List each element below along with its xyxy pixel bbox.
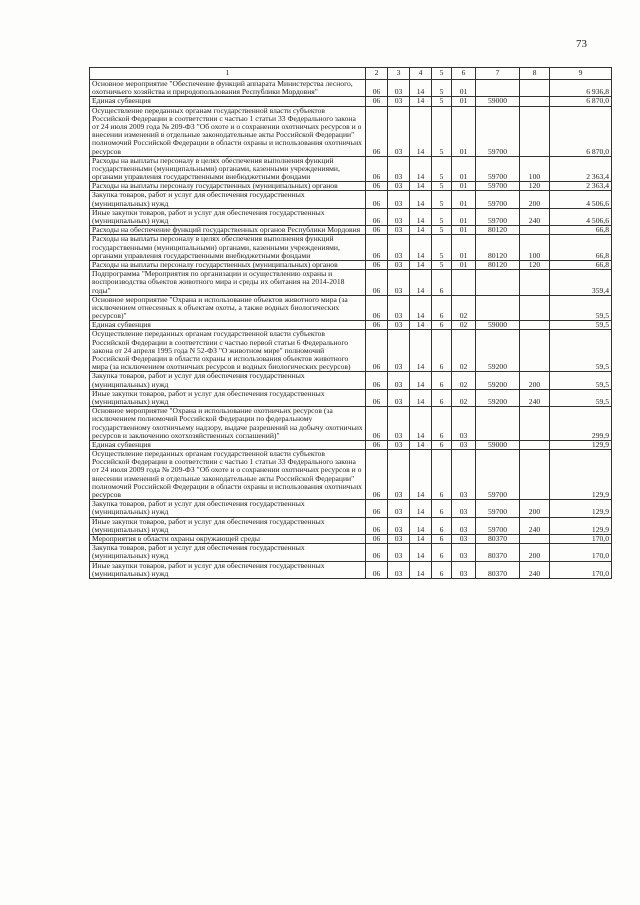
item-name-cell: Расходы на выплаты персоналу государственных (муниципальных) органов [90,182,366,191]
activity-code-cell: 02 [452,372,476,389]
item-name-cell: Осуществление переданных органам государственной власти субъектов Российской Федерации в соответствии с частью 1 статьи 33 Федерального закона от 24 июля 2009 года № 209-ФЗ "Об охоте и о сохранении охотничьих ресурсов и о внесении изменений в отдельные законодательные акты Российской Федерации" полномочий Российской Федерации в области охраны и использования охотничьих ресурсов [90,450,366,500]
table-row [90,372,612,389]
section-code-cell: 06 [366,407,388,441]
table-row [90,260,612,269]
section-code-cell: 06 [366,389,388,406]
program-code-cell: 14 [410,97,432,106]
direction-code-cell [476,407,520,441]
subsection-code-cell: 03 [388,191,410,208]
subprogram-code-cell: 6 [432,500,452,517]
activity-code-cell: 01 [452,97,476,106]
item-name-cell: Осуществление переданных органам государственной власти субъектов Российской Федерации в соответствии с частью первой статьи 6 Федерального закона от 24 апреля 1995 года N 52-ФЗ "О животном мире" полномочий Российской Федерации в области охраны и использования объектов животного мира (за исключением охотничьих ресурсов и водных биологических ресурсов) [90,330,366,372]
subprogram-code-cell: 6 [432,389,452,406]
amount-cell: 59,5 [550,295,612,321]
activity-code-cell: 03 [452,440,476,449]
column-header-1: 1 [90,68,366,80]
direction-code-cell: 59700 [476,191,520,208]
page-number: 73 [576,38,587,50]
amount-cell: 170,0 [550,561,612,578]
direction-code-cell: 80120 [476,226,520,235]
subsection-code-cell: 03 [388,450,410,500]
item-name-cell: Закупка товаров, работ и услуг для обеспечения государственных (муниципальных) нужд [90,191,366,208]
section-code-cell: 06 [366,106,388,156]
subsection-code-cell: 03 [388,389,410,406]
table-row [90,270,612,296]
item-name-cell: Единая субвенция [90,321,366,330]
subsection-code-cell: 03 [388,372,410,389]
activity-code-cell: 01 [452,235,476,261]
expense-type-code-cell: 240 [520,208,550,225]
subsection-code-cell: 03 [388,295,410,321]
subprogram-code-cell: 6 [432,544,452,561]
amount-cell: 59,5 [550,321,612,330]
table-row [90,517,612,534]
subprogram-code-cell: 5 [432,235,452,261]
table-row [90,389,612,406]
amount-cell: 66,8 [550,226,612,235]
program-code-cell: 14 [410,534,432,543]
amount-cell: 6 870,0 [550,97,612,106]
table-row [90,106,612,156]
amount-cell: 59,5 [550,330,612,372]
program-code-cell: 14 [410,372,432,389]
subprogram-code-cell: 6 [432,407,452,441]
item-name-cell: Основное мероприятие "Обеспечение функций аппарата Министерства лесного, охотничьего хозяйства и природопользования Республики Мордовия" [90,80,366,97]
subsection-code-cell: 03 [388,208,410,225]
activity-code-cell: 01 [452,80,476,97]
activity-code-cell: 01 [452,208,476,225]
item-name-cell: Иные закупки товаров, работ и услуг для обеспечения государственных (муниципальных) нужд [90,208,366,225]
direction-code-cell: 80370 [476,561,520,578]
item-name-cell: Расходы на выплаты персоналу государственных (муниципальных) органов [90,260,366,269]
table-row [90,226,612,235]
table-row [90,534,612,543]
table-row [90,321,612,330]
direction-code-cell: 59700 [476,450,520,500]
subsection-code-cell: 03 [388,321,410,330]
program-code-cell: 14 [410,500,432,517]
amount-cell: 59,5 [550,372,612,389]
expense-type-code-cell: 240 [520,517,550,534]
direction-code-cell: 59700 [476,517,520,534]
subprogram-code-cell: 5 [432,106,452,156]
section-code-cell: 06 [366,80,388,97]
expense-type-code-cell [520,97,550,106]
section-code-cell: 06 [366,208,388,225]
expense-type-code-cell [520,226,550,235]
item-name-cell: Основное мероприятие "Охрана и использование охотничьих ресурсов (за исключением полномочий Российской Федерации по федеральному государственному охотничьему надзору, выдаче разрешений на добычу охотничьих ресурсов и заключению охотхозяйственных соглашений)" [90,407,366,441]
section-code-cell: 06 [366,182,388,191]
direction-code-cell: 80120 [476,235,520,261]
table-row [90,97,612,106]
item-name-cell: Мероприятия в области охраны окружающей среды [90,534,366,543]
direction-code-cell [476,295,520,321]
subprogram-code-cell: 6 [432,295,452,321]
subsection-code-cell: 03 [388,80,410,97]
section-code-cell: 06 [366,517,388,534]
direction-code-cell [476,270,520,296]
direction-code-cell: 59000 [476,440,520,449]
table-row [90,440,612,449]
subprogram-code-cell: 6 [432,372,452,389]
item-name-cell: Закупка товаров, работ и услуг для обеспечения государственных (муниципальных) нужд [90,500,366,517]
amount-cell: 129,9 [550,517,612,534]
direction-code-cell: 59000 [476,97,520,106]
direction-code-cell: 59700 [476,208,520,225]
subprogram-code-cell: 5 [432,182,452,191]
activity-code-cell: 03 [452,450,476,500]
subprogram-code-cell: 5 [432,208,452,225]
expense-type-code-cell [520,534,550,543]
program-code-cell: 14 [410,295,432,321]
activity-code-cell: 02 [452,321,476,330]
activity-code-cell: 01 [452,226,476,235]
expense-type-code-cell: 120 [520,260,550,269]
subsection-code-cell: 03 [388,156,410,182]
section-code-cell: 06 [366,260,388,269]
direction-code-cell [476,80,520,97]
subsection-code-cell: 03 [388,97,410,106]
direction-code-cell: 80370 [476,544,520,561]
column-header-2: 2 [366,68,388,80]
program-code-cell: 14 [410,80,432,97]
amount-cell: 359,4 [550,270,612,296]
expense-type-code-cell [520,440,550,449]
expense-type-code-cell: 100 [520,235,550,261]
column-header-7: 7 [476,68,520,80]
direction-code-cell: 59700 [476,500,520,517]
subsection-code-cell: 03 [388,235,410,261]
section-code-cell: 06 [366,500,388,517]
activity-code-cell: 03 [452,407,476,441]
program-code-cell: 14 [410,191,432,208]
item-name-cell: Иные закупки товаров, работ и услуг для обеспечения государственных (муниципальных) нужд [90,561,366,578]
amount-cell: 129,9 [550,500,612,517]
direction-code-cell: 59200 [476,330,520,372]
subsection-code-cell: 03 [388,407,410,441]
item-name-cell: Единая субвенция [90,97,366,106]
subsection-code-cell: 03 [388,440,410,449]
subsection-code-cell: 03 [388,330,410,372]
table-body [90,80,612,579]
program-code-cell: 14 [410,450,432,500]
subprogram-code-cell: 5 [432,97,452,106]
direction-code-cell: 59700 [476,156,520,182]
program-code-cell: 14 [410,260,432,269]
program-code-cell: 14 [410,544,432,561]
program-code-cell: 14 [410,440,432,449]
activity-code-cell: 01 [452,156,476,182]
column-header-9: 9 [550,68,612,80]
expense-type-code-cell: 240 [520,561,550,578]
table-row [90,330,612,372]
subsection-code-cell: 03 [388,544,410,561]
program-code-cell: 14 [410,517,432,534]
section-code-cell: 06 [366,561,388,578]
item-name-cell: Закупка товаров, работ и услуг для обеспечения государственных (муниципальных) нужд [90,544,366,561]
direction-code-cell: 59700 [476,106,520,156]
expense-type-code-cell: 120 [520,182,550,191]
subsection-code-cell: 03 [388,226,410,235]
section-code-cell: 06 [366,97,388,106]
expense-type-code-cell [520,450,550,500]
column-header-6: 6 [452,68,476,80]
section-code-cell: 06 [366,295,388,321]
section-code-cell: 06 [366,372,388,389]
expense-type-code-cell [520,321,550,330]
amount-cell: 299,9 [550,407,612,441]
program-code-cell: 14 [410,389,432,406]
section-code-cell: 06 [366,321,388,330]
direction-code-cell: 59000 [476,321,520,330]
subprogram-code-cell: 5 [432,260,452,269]
section-code-cell: 06 [366,191,388,208]
section-code-cell: 06 [366,156,388,182]
table-row [90,235,612,261]
program-code-cell: 14 [410,106,432,156]
amount-cell: 59,5 [550,389,612,406]
program-code-cell: 14 [410,330,432,372]
subprogram-code-cell: 6 [432,440,452,449]
direction-code-cell: 59700 [476,182,520,191]
column-header-8: 8 [520,68,550,80]
section-code-cell: 06 [366,544,388,561]
activity-code-cell: 01 [452,191,476,208]
subsection-code-cell: 03 [388,106,410,156]
table-row [90,295,612,321]
amount-cell: 4 506,6 [550,191,612,208]
table-row [90,182,612,191]
table-row [90,156,612,182]
amount-cell: 66,8 [550,260,612,269]
activity-code-cell: 02 [452,295,476,321]
item-name-cell: Расходы на выплаты персоналу в целях обеспечения выполнения функций государственными (муниципальными) органами, казенными учреждениями, органами управления государственными внебюджетными фондами [90,235,366,261]
expense-type-code-cell [520,80,550,97]
subsection-code-cell: 03 [388,500,410,517]
subprogram-code-cell: 6 [432,321,452,330]
activity-code-cell: 02 [452,389,476,406]
item-name-cell: Единая субвенция [90,440,366,449]
amount-cell: 129,9 [550,440,612,449]
column-header-4: 4 [410,68,432,80]
expense-type-code-cell: 240 [520,389,550,406]
expense-type-code-cell [520,407,550,441]
program-code-cell: 14 [410,270,432,296]
expense-type-code-cell [520,330,550,372]
table-row [90,407,612,441]
activity-code-cell: 01 [452,260,476,269]
subprogram-code-cell: 5 [432,191,452,208]
amount-cell: 4 506,6 [550,208,612,225]
amount-cell: 170,0 [550,544,612,561]
table-row [90,500,612,517]
program-code-cell: 14 [410,407,432,441]
section-code-cell: 06 [366,226,388,235]
subprogram-code-cell: 6 [432,517,452,534]
program-code-cell: 14 [410,321,432,330]
direction-code-cell: 59200 [476,389,520,406]
subprogram-code-cell: 5 [432,156,452,182]
column-header-5: 5 [432,68,452,80]
subsection-code-cell: 03 [388,517,410,534]
item-name-cell: Подпрограмма "Мероприятия по организации и осуществлению охраны и воспроизводства объектов животного мира и среды их обитания на 2014-2018 годы" [90,270,366,296]
activity-code-cell [452,270,476,296]
section-code-cell: 06 [366,235,388,261]
program-code-cell: 14 [410,561,432,578]
direction-code-cell: 59200 [476,372,520,389]
item-name-cell: Расходы на выплаты персоналу в целях обеспечения выполнения функций государственными (муниципальными) органами, казенными учреждениями, органами управления государственными внебюджетными фондами [90,156,366,182]
expense-type-code-cell: 200 [520,500,550,517]
program-code-cell: 14 [410,208,432,225]
section-code-cell: 06 [366,270,388,296]
expense-type-code-cell [520,106,550,156]
subprogram-code-cell: 5 [432,226,452,235]
program-code-cell: 14 [410,182,432,191]
activity-code-cell: 03 [452,500,476,517]
subsection-code-cell: 03 [388,534,410,543]
program-code-cell: 14 [410,156,432,182]
amount-cell: 6 870,0 [550,106,612,156]
table-row [90,191,612,208]
item-name-cell: Иные закупки товаров, работ и услуг для обеспечения государственных (муниципальных) нужд [90,517,366,534]
direction-code-cell: 80120 [476,260,520,269]
budget-table [89,67,612,579]
activity-code-cell: 02 [452,330,476,372]
program-code-cell: 14 [410,226,432,235]
subprogram-code-cell: 5 [432,80,452,97]
table-row [90,561,612,578]
subprogram-code-cell: 6 [432,270,452,296]
activity-code-cell: 03 [452,517,476,534]
subsection-code-cell: 03 [388,260,410,269]
activity-code-cell: 03 [452,561,476,578]
amount-cell: 2 363,4 [550,182,612,191]
program-code-cell: 14 [410,235,432,261]
activity-code-cell: 01 [452,182,476,191]
item-name-cell: Основное мероприятие "Охрана и использование объектов животного мира (за исключением отнесенных к объектам охоты, а также водных биологических ресурсов)" [90,295,366,321]
item-name-cell: Иные закупки товаров, работ и услуг для обеспечения государственных (муниципальных) нужд [90,389,366,406]
amount-cell: 6 936,8 [550,80,612,97]
expense-type-code-cell [520,270,550,296]
direction-code-cell: 80370 [476,534,520,543]
subsection-code-cell: 03 [388,182,410,191]
subprogram-code-cell: 6 [432,534,452,543]
activity-code-cell: 01 [452,106,476,156]
section-code-cell: 06 [366,450,388,500]
item-name-cell: Закупка товаров, работ и услуг для обеспечения государственных (муниципальных) нужд [90,372,366,389]
subprogram-code-cell: 6 [432,330,452,372]
table-row [90,450,612,500]
subsection-code-cell: 03 [388,270,410,296]
section-code-cell: 06 [366,534,388,543]
item-name-cell: Расходы на обеспечение функций государственных органов Республики Мордовия [90,226,366,235]
subprogram-code-cell: 6 [432,450,452,500]
table-row [90,544,612,561]
expense-type-code-cell: 200 [520,544,550,561]
expense-type-code-cell: 200 [520,372,550,389]
header-row [90,68,612,80]
table-row [90,208,612,225]
amount-cell: 2 363,4 [550,156,612,182]
section-code-cell: 06 [366,330,388,372]
item-name-cell: Осуществление переданных органам государственной власти субъектов Российской Федерации в соответствии с частью 1 статьи 33 Федерального закона от 24 июля 2009 года № 209-ФЗ "Об охоте и о сохранении охотничьих ресурсов и о внесении изменений в отдельные законодательные акты Российской Федерации" полномочий Российской Федерации в области охраны и использования охотничьих ресурсов [90,106,366,156]
expense-type-code-cell: 200 [520,191,550,208]
table-row [90,80,612,97]
activity-code-cell: 03 [452,534,476,543]
expense-type-code-cell: 100 [520,156,550,182]
expense-type-code-cell [520,295,550,321]
subsection-code-cell: 03 [388,561,410,578]
activity-code-cell: 03 [452,544,476,561]
amount-cell: 170,0 [550,534,612,543]
amount-cell: 66,8 [550,235,612,261]
amount-cell: 129,9 [550,450,612,500]
subprogram-code-cell: 6 [432,561,452,578]
column-header-3: 3 [388,68,410,80]
section-code-cell: 06 [366,440,388,449]
